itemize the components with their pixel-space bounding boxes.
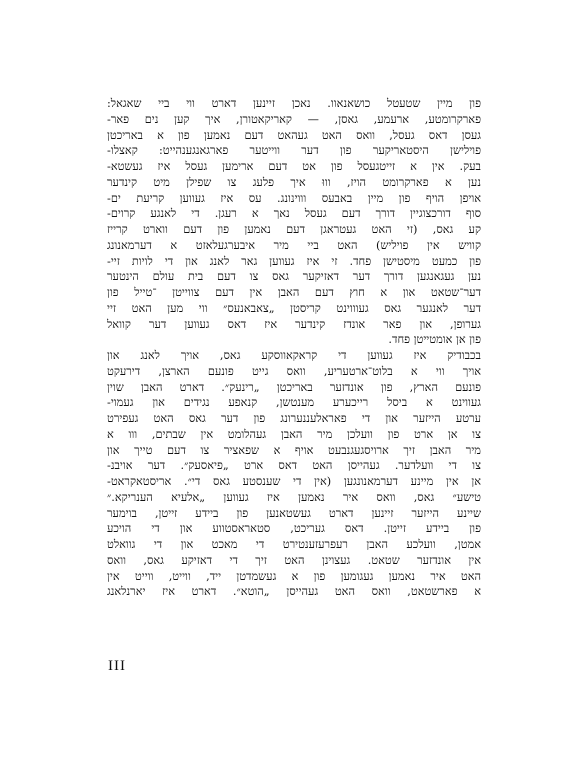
text-line: מיר האבן זיך ארויסגעגנבעט אויף א שפאציר צו דעם טייך און (107, 443, 481, 457)
text-line: בעק. אין א זייטגעסל פון אט דעם ארימען געסל איז געשטא- (107, 160, 481, 173)
text-line: צו אן ארט פון וועלכן מיר האבן געהלומט אין שבתים, ווו א (107, 427, 481, 441)
text-line: פונעם הארץ, פון אונדזער באריכטן „רינעק״. דארט האבן שוין (107, 380, 481, 394)
text-line: קוויש אין פויליש) האט ביי מיר איבערגעלאזט א דערמאנונג (107, 238, 481, 252)
text-line: אמטן, וועלכע האבן רעפרעזענטירט די מאכט און די גוואלט (107, 538, 481, 551)
text-line: ערטע הייזער און די פאראלעננערונג פון דער גאס האט געפירט (107, 412, 481, 425)
text-line: אין אונדזער שטאט. געצוינן האט זיך די דאזיקע גאס, וואס (107, 553, 481, 567)
text-line: א פארשטאט, וואס האט געהייסן „הוטא״. דארט איז יארנלאנג (107, 585, 481, 599)
text-line: פארקרומטע, ארעמע, גאסן, — קאריקאטורן, איך קען נים פאר- (107, 112, 481, 126)
text-line: פון אן אומטייטן פחד. (388, 333, 481, 347)
text-line: פון כמעט מיסטישן פחד. זי איז געווען גאר לאנג און די לויות זיי- (107, 254, 481, 268)
text-line: קע גאס, (זי האט געטראגן דעם נאמען פון דעם ווארט קרייז (107, 223, 481, 236)
text-line: בכבודיק איז געווען די קראקאווסקע גאס, אויך לאנג און (107, 349, 481, 362)
text-line: טישע״ גאס, וואס איר נאמען איז געווען „אלעיא הענריקא.״ (107, 490, 481, 504)
text-line: דער־שטאט און א חוץ דעם האבן אין דעם צווייטן ־טייל פון (107, 286, 481, 299)
page-number: III (108, 658, 126, 674)
text-line: אויך ווי א בלוט־ארטעריע, וואס גייט פונעם הארצן, דירעקט (107, 364, 481, 378)
text-line: אן אין מיינע דערמאנונגען (אין די שענסטע גאס די״. אריסטאקראט- (107, 475, 481, 488)
text-line: צו די וועלדער. געהייסן האט דאס ארט „פיאסעק״. דער אויבנ- (107, 459, 481, 473)
text-line: גערופן, און פאר אונדז קינדער איז דאס געווען דער קוואל (107, 317, 481, 331)
text-line: נען א פארקרומט הויז, וווּ איך פלעג צו שפילן מיט קינדער (107, 175, 481, 189)
text-line: פון מיין שטעטל כושאנאוו. נאכן זיינען דארט ווי ביי שאגאל: (107, 97, 481, 110)
text-line: סוף דורכצוגיין דורך דעם געסל נאך א רעגן. די לאנגע קרוים- (107, 207, 481, 221)
text-line: פוילישן היסטאריקער פון דער ווייטער פארגאנגענהייט: קאצלו- (107, 144, 481, 158)
text-line: פון ביידע זייטן. דאס געריכט, סטאראסטווע און די הויכע (107, 522, 481, 536)
text-line: שיינע הייזער זיינען דארט געשטאנען פון ביידע זייטן, בוימער (107, 506, 481, 520)
text-line: אויפן הויף פון מיין באבעס וווינונג. עס איז געווען קריעת ים- (107, 191, 481, 205)
text-line: געווינט א ביסל רייכערע מענטשן, קנאפע נגידים און געמוי- (107, 396, 481, 410)
text-line: האט איר נאמען געגומען פון א געשמדטן ייד, ווייט, ווייט אין (107, 569, 481, 583)
text-line: דער לאנגער גאס געוווינט קריסטן „צאבאנעס״ ווי מען האט זיי (107, 301, 481, 315)
body-text (107, 96, 481, 600)
text-line: נען געגאנגען דורך דער דאזיקער גאס צו דעם בית עולם הינטער (107, 270, 481, 284)
text-line: געסן דאס געסל, וואס האט געהאט דעם נאמען פון א באריכטן (107, 128, 481, 142)
